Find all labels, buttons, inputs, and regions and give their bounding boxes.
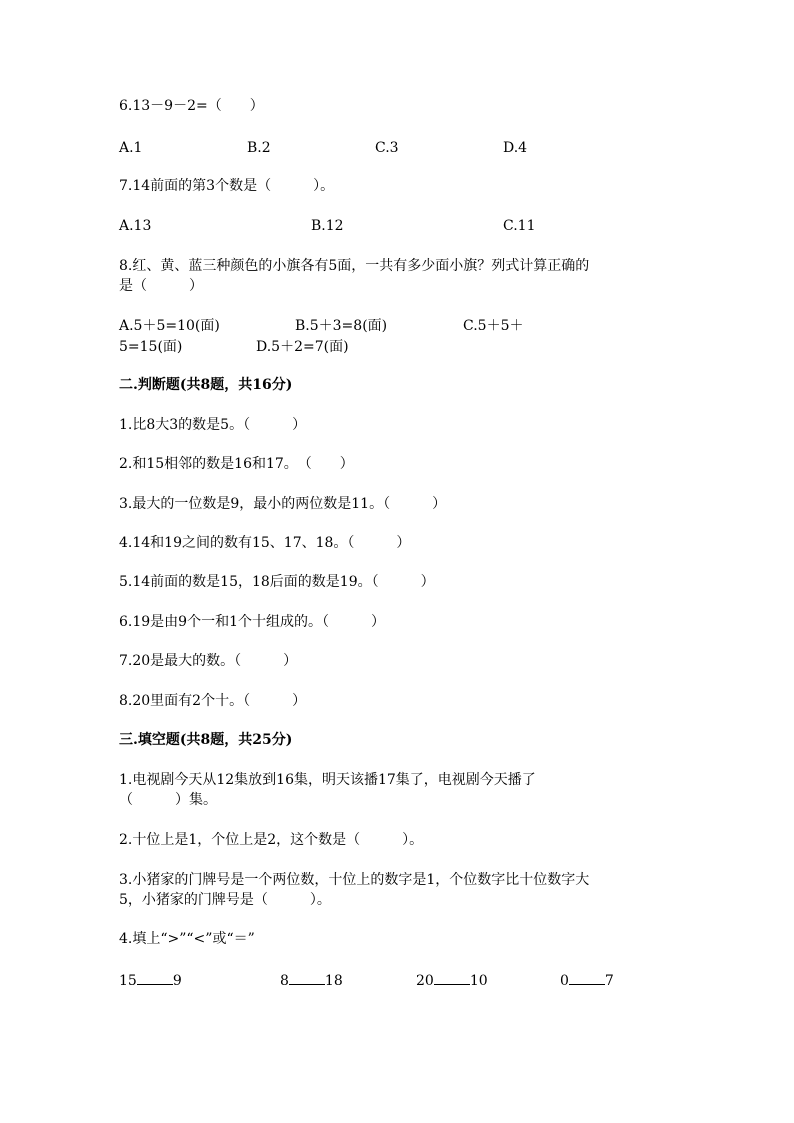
compare-right: 10: [469, 973, 488, 989]
judge-item-2: 2.和15相邻的数是16和17。 （ ）: [119, 456, 354, 472]
answer-blank[interactable]: [569, 970, 605, 985]
judge-item-3: 3.最大的一位数是9，最小的两位数是11。（ ）: [119, 496, 447, 512]
q7-option-b: B.12: [311, 218, 344, 234]
judge-item-5: 5.14前面的数是15，18后面的数是19。（ ）: [119, 574, 435, 590]
fill-q1-line2: （ ）集。: [119, 792, 217, 808]
fill-q3-line1: 3.小猪家的门牌号是一个两位数，十位上的数字是1，个位数字比十位数字大: [119, 872, 590, 888]
compare-right: 9: [172, 973, 182, 989]
compare-left: 20: [416, 973, 434, 989]
compare-right: 7: [604, 973, 614, 989]
fill-q4: 4.填上“>”“<”或“＝”: [119, 931, 255, 947]
compare-right: 18: [324, 973, 343, 989]
fill-q2: 2.十位上是1，个位上是2，这个数是（ ）。: [119, 832, 424, 848]
compare-left: 0: [560, 973, 569, 989]
answer-blank[interactable]: [289, 970, 325, 985]
q7-option-c: C.11: [503, 218, 536, 234]
q6-option-c: C.3: [375, 140, 399, 156]
compare-left: 8: [280, 973, 289, 989]
answer-blank[interactable]: [137, 970, 173, 985]
judge-item-4: 4.14和19之间的数有15、17、18。（ ）: [119, 535, 411, 551]
question-7-stem: 7.14前面的第3个数是（ ）。: [119, 178, 335, 194]
compare-item-4: [560, 970, 614, 991]
q8-option-d: D.5＋2=7(面): [256, 339, 349, 355]
compare-left: 15: [119, 973, 137, 989]
judge-item-1: 1.比8大3的数是5。（ ）: [119, 417, 307, 433]
q8-option-a: A.5＋5=10(面): [119, 318, 220, 334]
fill-q3-line2: 5，小猪家的门牌号是（ ）。: [119, 892, 331, 908]
q6-option-d: D.4: [503, 140, 528, 156]
judge-item-7: 7.20是最大的数。（ ）: [119, 653, 298, 669]
judge-item-6: 6.19是由9个一和1个十组成的。（ ）: [119, 614, 385, 630]
q8-option-c-part1: C.5＋5＋: [463, 318, 524, 334]
answer-blank[interactable]: [434, 970, 470, 985]
question-8-stem-line2: 是（ ）: [119, 278, 203, 294]
compare-item-1: [119, 970, 182, 991]
q6-option-b: B.2: [247, 140, 271, 156]
q7-option-a: A.13: [119, 218, 152, 234]
q8-option-b: B.5＋3=8(面): [295, 318, 388, 334]
q6-option-a: A.1: [119, 140, 143, 156]
q8-option-c-part2: 5=15(面): [119, 339, 183, 355]
question-8-stem-line1: 8.红、黄、蓝三种颜色的小旗各有5面，一共有多少面小旗？列式计算正确的: [119, 258, 590, 274]
compare-item-3: [416, 970, 488, 991]
section-3-title: 三.填空题(共8题，共25分): [119, 732, 293, 748]
judge-item-8: 8.20里面有2个十。（ ）: [119, 693, 307, 709]
question-6-stem: 6.13－9－2=（ ）: [119, 98, 264, 114]
section-2-title: 二.判断题(共8题，共16分): [119, 377, 293, 393]
fill-q1-line1: 1.电视剧今天从12集放到16集，明天该播17集了，电视剧今天播了: [119, 772, 536, 788]
compare-item-2: [280, 970, 343, 991]
